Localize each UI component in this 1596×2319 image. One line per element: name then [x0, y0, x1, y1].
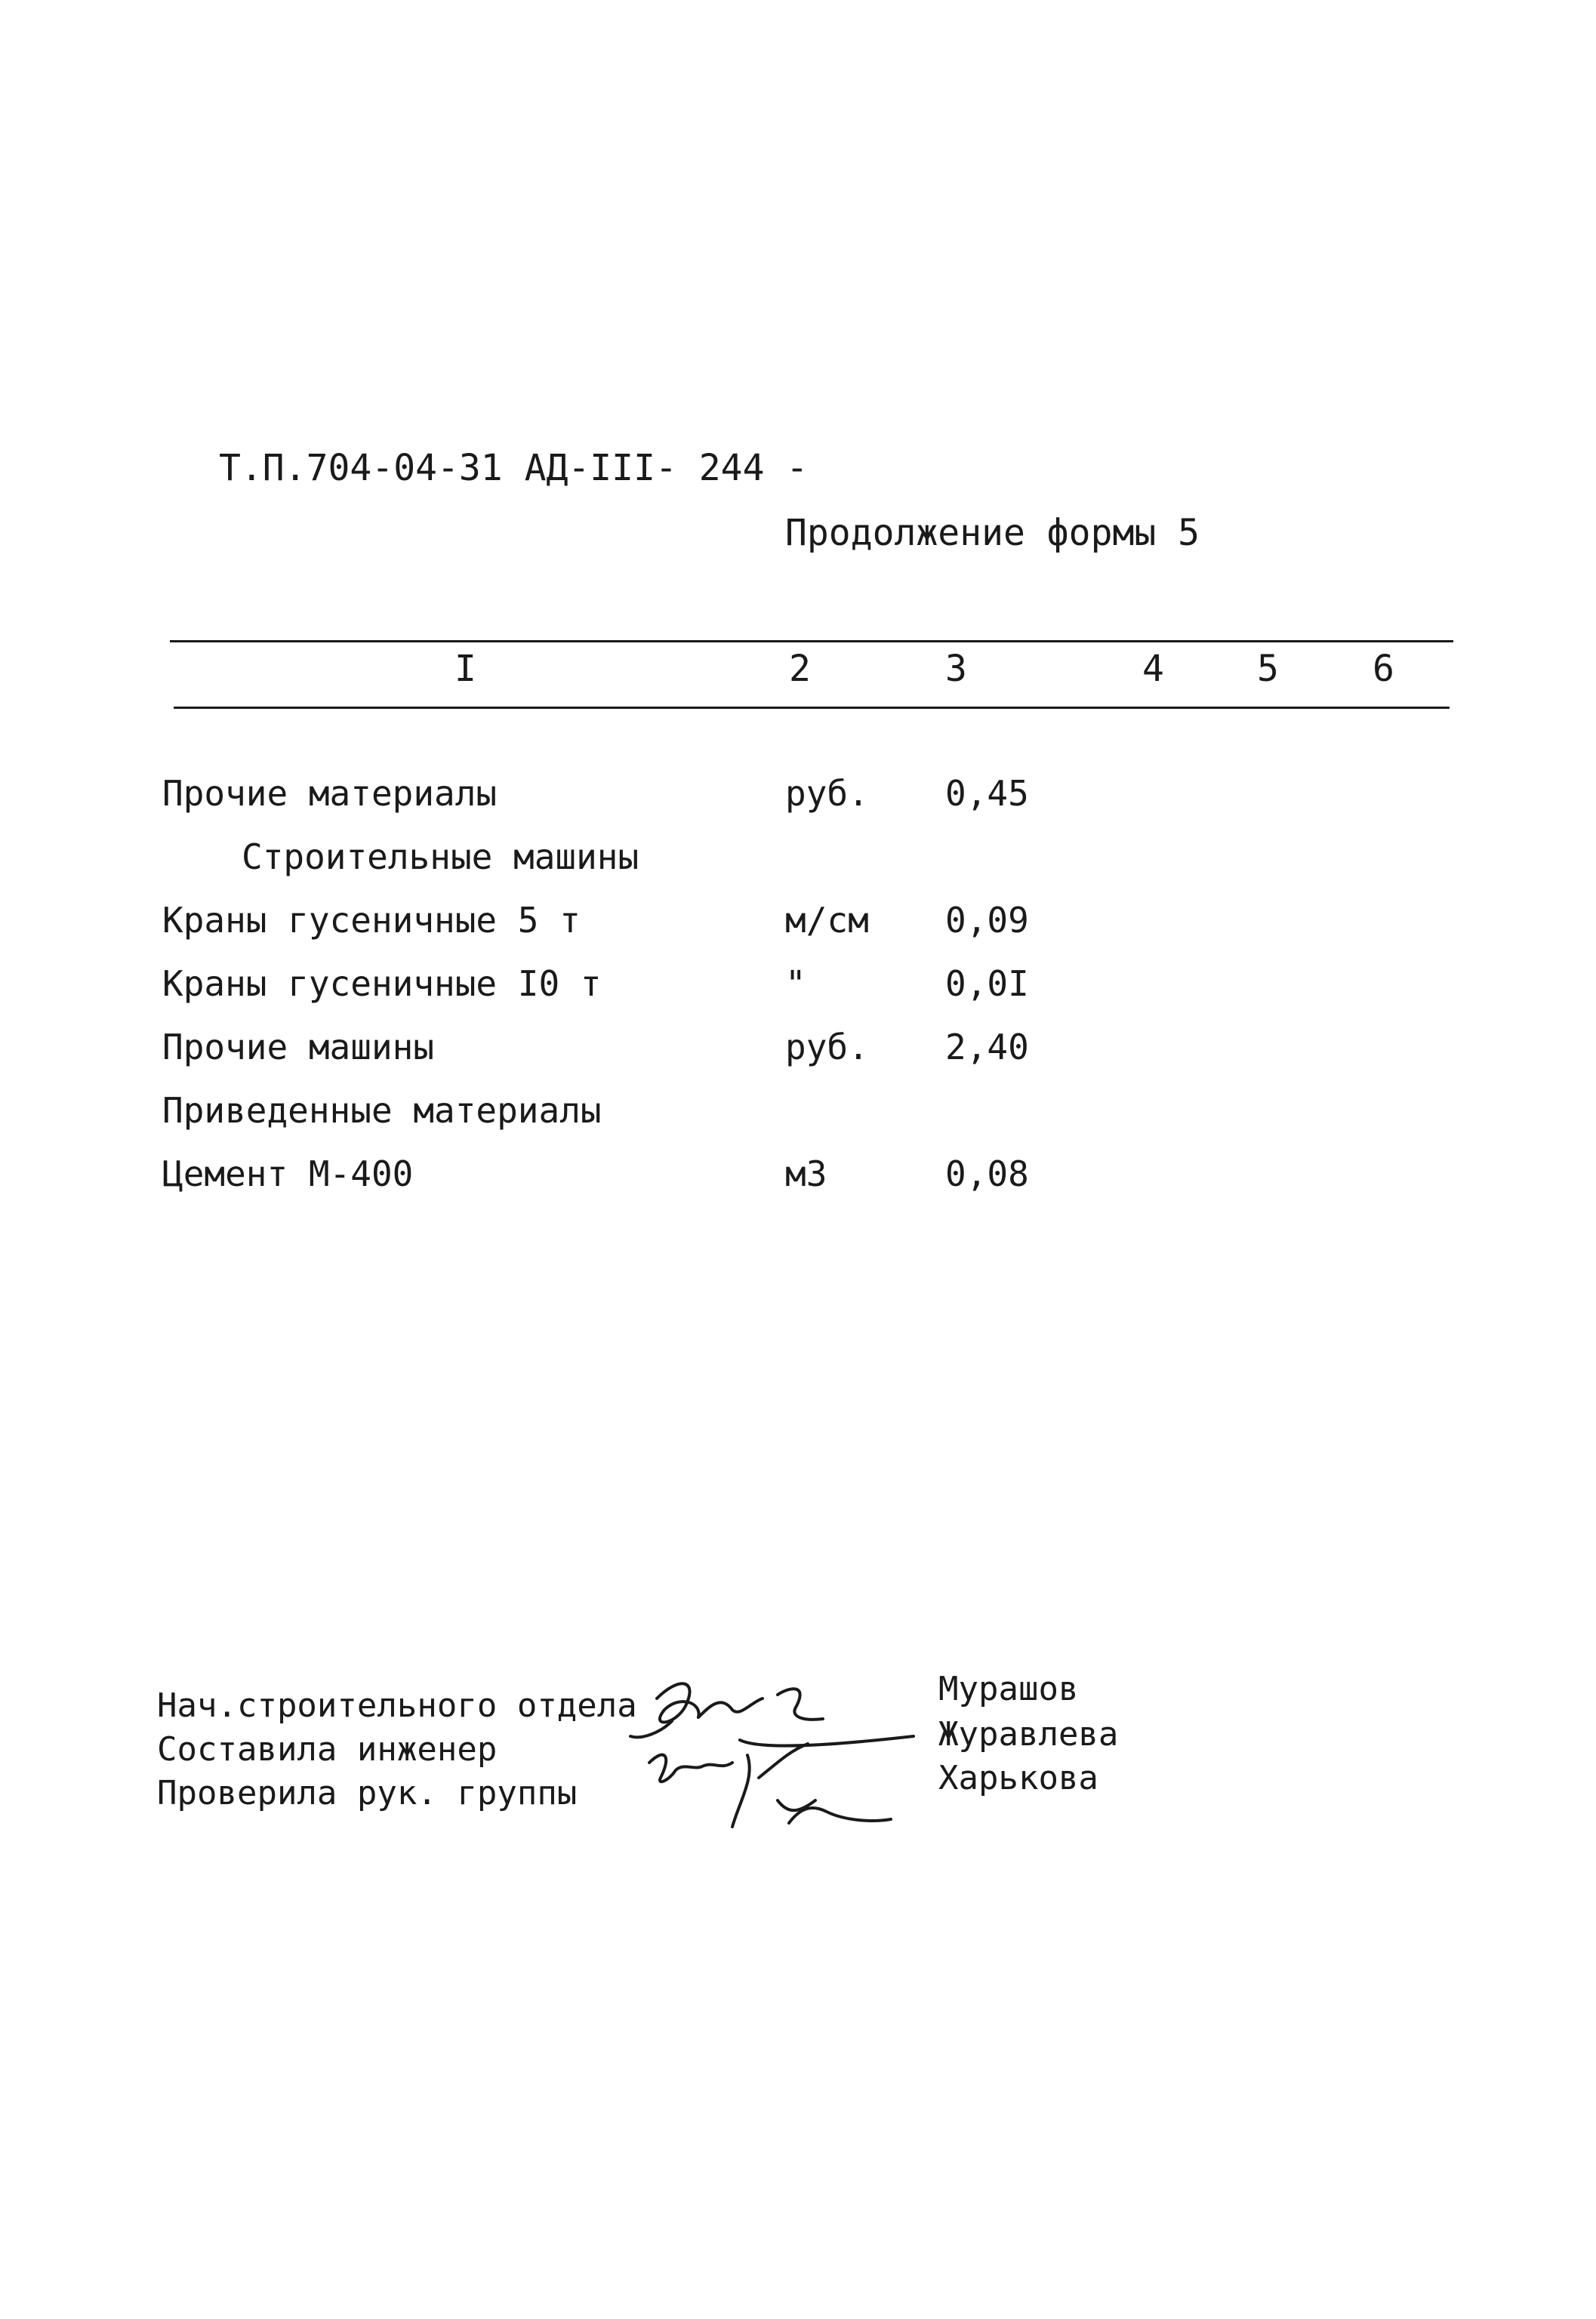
row-name: Цемент М-400	[162, 1153, 414, 1194]
row-value: 0,09	[945, 900, 1029, 941]
column-header-1: I	[454, 648, 476, 690]
signature-role-engineer: Составила инженер	[157, 1730, 498, 1769]
row-name: Приведенные материалы	[162, 1090, 602, 1131]
signatory-name-checker: Харькова	[938, 1759, 1098, 1797]
table-row	[0, 1027, 1596, 1075]
column-header-5: 5	[1257, 648, 1279, 690]
table-row	[0, 900, 1596, 948]
table-row	[0, 1090, 1596, 1138]
row-name: Краны гусеничные I0 т	[162, 963, 602, 1004]
row-name: Прочие материалы	[162, 773, 498, 814]
row-value: 2,40	[945, 1027, 1029, 1067]
handwritten-signatures	[627, 1665, 929, 1846]
signature-role-checker: Проверила рук. группы	[157, 1774, 578, 1812]
form-continuation-title: Продолжение формы 5	[785, 512, 1200, 554]
row-unit: руб.	[785, 773, 869, 814]
table-header-bottom-rule	[174, 707, 1450, 709]
row-name: Прочие машины	[162, 1027, 435, 1067]
column-header-2: 2	[789, 648, 811, 690]
column-header-6: 6	[1373, 648, 1394, 690]
table-top-rule	[170, 640, 1453, 642]
table-section-heading	[0, 836, 1596, 885]
row-unit: "	[785, 963, 806, 1004]
row-value: 0,45	[945, 773, 1029, 814]
row-unit: м3	[785, 1153, 827, 1194]
section-name: Строительные машины	[242, 836, 639, 877]
document-code: Т.П.704-04-31 АД-III- 244 -	[219, 447, 809, 489]
row-value: 0,08	[945, 1153, 1029, 1194]
column-header-4: 4	[1142, 648, 1164, 690]
table-row	[0, 963, 1596, 1012]
row-unit: м/см	[785, 900, 869, 941]
signatory-name-head: Мурашов	[938, 1670, 1079, 1708]
row-name: Краны гусеничные 5 т	[162, 900, 581, 941]
signatory-name-engineer: Журавлева	[938, 1715, 1119, 1754]
table-row	[0, 773, 1596, 821]
column-header-3: 3	[945, 648, 967, 690]
row-unit: руб.	[785, 1027, 869, 1067]
row-value: 0,0I	[945, 963, 1029, 1004]
table-row	[0, 1153, 1596, 1202]
signature-role-head: Нач.строительного отдела	[157, 1686, 637, 1725]
